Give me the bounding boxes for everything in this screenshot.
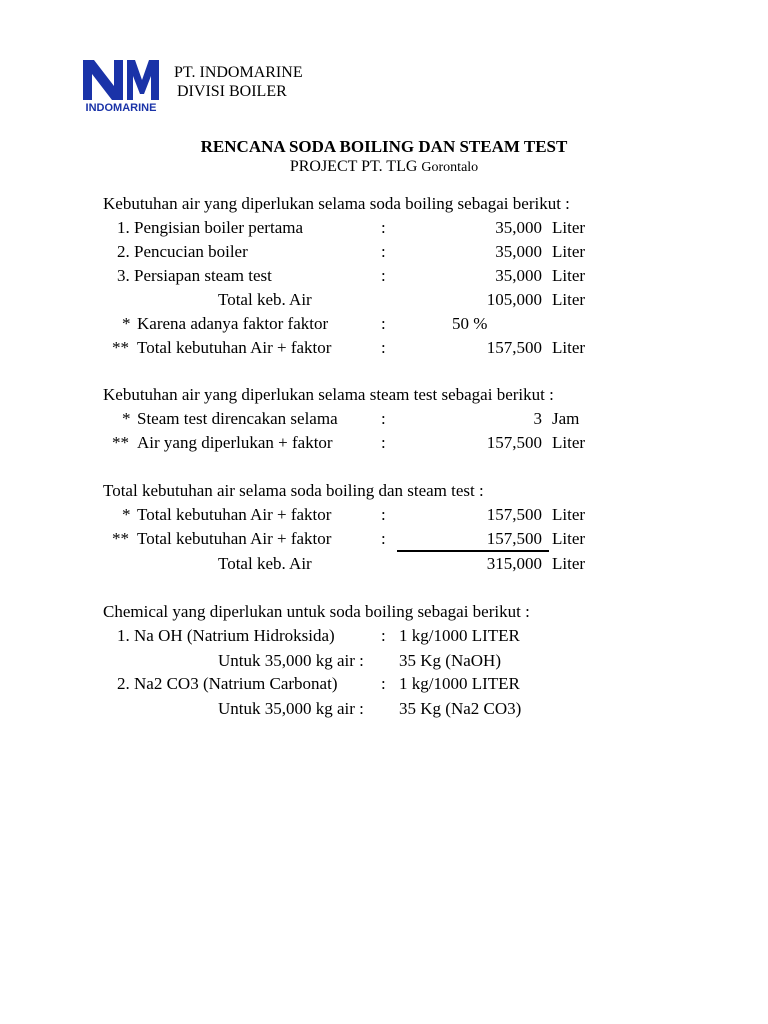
project-prefix: PROJECT PT. TLG [289,158,418,175]
section1-item-3 [0,265,768,287]
total-value: 315,000 [486,554,542,573]
chemical-1 [0,625,768,647]
factor-mark: * [122,314,131,333]
row-mark: ** [112,529,129,548]
section4-heading: Chemical yang diperlukan untuk soda boiling sebagai berikut : [103,602,530,621]
item-separator: : [381,242,386,261]
chemical-label: 2. Na2 CO3 (Natrium Carbonat) [117,674,338,693]
duration-separator: : [381,409,386,428]
item-value: 35,000 [495,242,542,261]
row-value: 157,500 [486,505,542,524]
section3-heading: Total kebutuhan air selama soda boiling dan steam test : [103,481,484,500]
section1-item-1 [0,217,768,239]
item-label: 3. Persiapan steam test [117,266,272,285]
water-separator: : [381,433,386,452]
sum-underline [397,550,549,552]
logo-wordmark: INDOMARINE [85,102,157,114]
nm-logo-mark [81,58,161,102]
total-factor-value: 157,500 [486,338,542,357]
section1-factor [0,313,768,335]
factor-label: Karena adanya faktor faktor [137,314,329,333]
item-value: 35,000 [495,266,542,285]
total-factor-label: Total kebutuhan Air + faktor [137,338,332,357]
factor-value: 50 % [452,314,488,333]
chemical-separator: : [381,626,386,645]
water-unit: Liter [552,433,586,452]
item-unit: Liter [552,266,586,285]
row-mark: * [122,505,131,524]
water-value: 157,500 [486,433,542,452]
section1-heading: Kebutuhan air yang diperlukan selama soda boiling sebagai berikut : [103,194,570,213]
duration-label: Steam test direncakan selama [137,409,338,428]
item-value: 35,000 [495,218,542,237]
row-unit: Liter [552,505,586,524]
document-title: RENCANA SODA BOILING DAN STEAM TEST [200,137,568,156]
project-subtitle [0,158,768,177]
chemical-2-calc [0,698,768,720]
chemical-1-calc [0,650,768,672]
calc-label: Untuk 35,000 kg air : [218,699,364,718]
chemical-separator: : [381,674,386,693]
section2-water [0,432,768,454]
indomarine-logo [81,58,161,116]
chemical-2 [0,673,768,695]
water-label: Air yang diperlukan + faktor [137,433,333,452]
section3-row-2 [0,528,768,550]
row-value: 157,500 [486,529,542,548]
total-label: Total keb. Air [218,554,312,573]
calc-value: 35 Kg (Na2 CO3) [399,699,522,718]
total-unit: Liter [552,554,586,573]
item-label: 1. Pengisian boiler pertama [117,218,304,237]
chemical-label: 1. Na OH (Natrium Hidroksida) [117,626,335,645]
total-factor-mark: ** [112,338,129,357]
calc-value: 35 Kg (NaOH) [399,651,501,670]
factor-separator: : [381,314,386,333]
duration-unit: Jam [552,409,580,428]
water-mark: ** [112,433,129,452]
chemical-dose: 1 kg/1000 LITER [399,626,520,645]
calc-label: Untuk 35,000 kg air : [218,651,364,670]
division-name: DIVISI BOILER [177,83,287,100]
total-label: Total keb. Air [218,290,312,309]
section3-total [0,553,768,575]
section3-row-1 [0,504,768,526]
row-unit: Liter [552,529,586,548]
item-separator: : [381,218,386,237]
item-separator: : [381,266,386,285]
item-unit: Liter [552,218,586,237]
section2-duration [0,408,768,430]
section1-total-factor [0,337,768,359]
total-factor-separator: : [381,338,386,357]
chemical-dose: 1 kg/1000 LITER [399,674,520,693]
row-separator: : [381,529,386,548]
row-label: Total kebutuhan Air + faktor [137,505,332,524]
duration-mark: * [122,409,131,428]
total-factor-unit: Liter [552,338,586,357]
item-label: 2. Pencucian boiler [117,242,248,261]
duration-value: 3 [533,409,542,428]
item-unit: Liter [552,242,586,261]
section2-heading: Kebutuhan air yang diperlukan selama steam test sebagai berikut : [103,385,554,404]
total-value: 105,000 [486,290,542,309]
section1-total [0,289,768,311]
company-name: PT. INDOMARINE [174,64,303,81]
project-location: Gorontalo [421,160,479,175]
row-label: Total kebutuhan Air + faktor [137,529,332,548]
total-unit: Liter [552,290,586,309]
row-separator: : [381,505,386,524]
section1-item-2 [0,241,768,263]
